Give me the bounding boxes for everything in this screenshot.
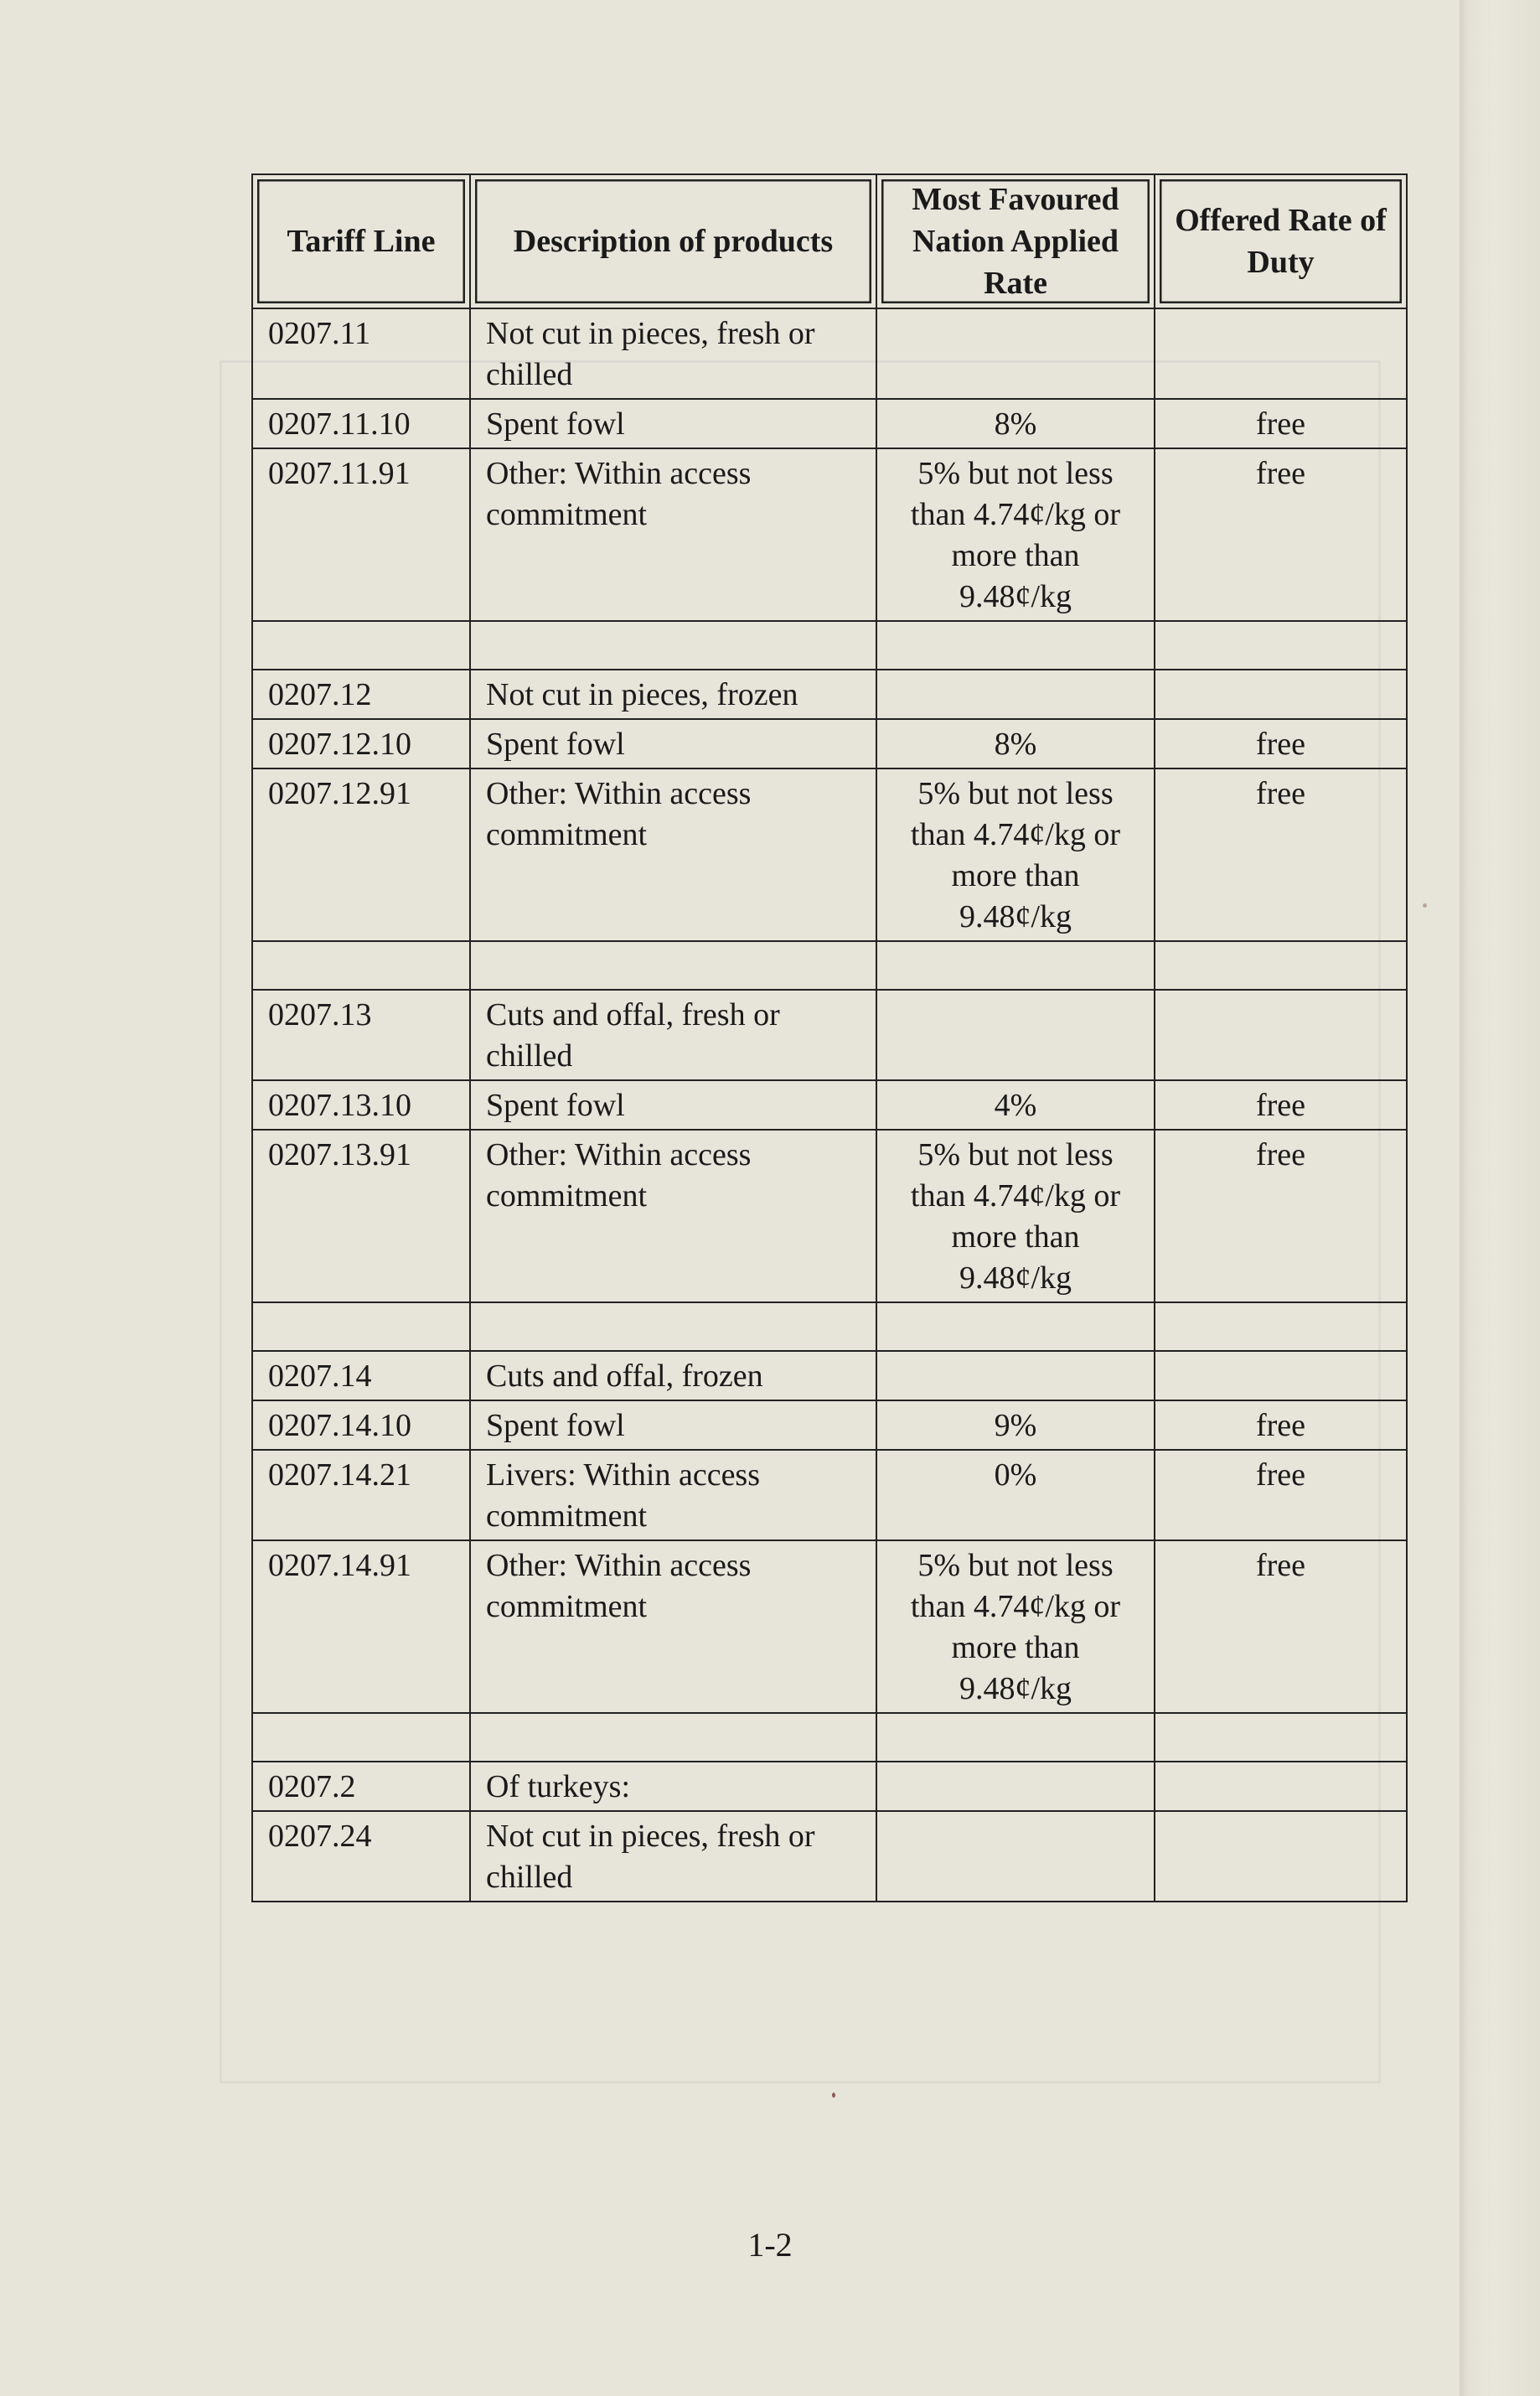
tariff-line-cell: 0207.13.10 — [252, 1080, 470, 1130]
offered-rate-cell: free — [1155, 1080, 1407, 1130]
offered-rate-cell: free — [1155, 719, 1407, 768]
offered-rate-cell: free — [1155, 399, 1407, 448]
description-cell: Other: Within access commitment — [470, 768, 876, 941]
offered-rate-cell: free — [1155, 448, 1407, 621]
tariff-line-cell — [252, 941, 470, 990]
description-cell: Cuts and offal, fresh or chilled — [470, 990, 876, 1080]
tariff-line-cell — [252, 621, 470, 670]
tariff-table — [251, 173, 1408, 1902]
mfn-rate-cell — [876, 621, 1155, 670]
description-cell: Cuts and offal, frozen — [470, 1351, 876, 1400]
tariff-line-cell: 0207.12 — [252, 670, 470, 719]
table-row — [252, 1811, 1407, 1902]
mfn-rate-cell — [876, 670, 1155, 719]
offered-rate-cell — [1155, 1302, 1407, 1351]
table-row — [252, 990, 1407, 1080]
mfn-rate-cell: 4% — [876, 1080, 1155, 1130]
offered-rate-cell — [1155, 990, 1407, 1080]
table-row — [252, 1713, 1407, 1762]
offered-rate-cell: free — [1155, 1400, 1407, 1450]
offered-rate-cell — [1155, 941, 1407, 990]
description-cell — [470, 1302, 876, 1351]
tariff-line-cell: 0207.14 — [252, 1351, 470, 1400]
tariff-line-cell — [252, 1302, 470, 1351]
table-row — [252, 719, 1407, 768]
table-row — [252, 1540, 1407, 1713]
mfn-rate-cell — [876, 1351, 1155, 1400]
offered-rate-cell: free — [1155, 768, 1407, 941]
offered-rate-cell — [1155, 308, 1407, 399]
mfn-rate-cell — [876, 308, 1155, 399]
tariff-line-cell: 0207.12.10 — [252, 719, 470, 768]
description-cell: Spent fowl — [470, 1080, 876, 1130]
tariff-line-cell: 0207.11.10 — [252, 399, 470, 448]
offered-rate-cell: free — [1155, 1540, 1407, 1713]
tariff-line-cell: 0207.13 — [252, 990, 470, 1080]
paper-speck — [1423, 903, 1427, 908]
mfn-rate-cell: 8% — [876, 719, 1155, 768]
mfn-rate-cell — [876, 1762, 1155, 1811]
description-cell: Not cut in pieces, frozen — [470, 670, 876, 719]
tariff-line-cell: 0207.11 — [252, 308, 470, 399]
table-row — [252, 1130, 1407, 1302]
mfn-rate-cell: 9% — [876, 1400, 1155, 1450]
tariff-line-cell: 0207.12.91 — [252, 768, 470, 941]
page-edge-shadow — [1460, 0, 1540, 2396]
offered-rate-cell — [1155, 1351, 1407, 1400]
offered-rate-cell — [1155, 1811, 1407, 1902]
tariff-line-cell: 0207.2 — [252, 1762, 470, 1811]
header-description: Description of products — [470, 174, 876, 308]
mfn-rate-cell: 5% but not less than 4.74¢/kg or more than 9.48¢/kg — [876, 1540, 1155, 1713]
description-cell: Of turkeys: — [470, 1762, 876, 1811]
table-row — [252, 1302, 1407, 1351]
table-row — [252, 768, 1407, 941]
offered-rate-cell: free — [1155, 1450, 1407, 1540]
tariff-line-cell — [252, 1713, 470, 1762]
table-row — [252, 1400, 1407, 1450]
description-cell: Livers: Within access commitment — [470, 1450, 876, 1540]
table-row — [252, 941, 1407, 990]
table-row — [252, 308, 1407, 399]
paper-speck — [832, 2093, 835, 2098]
table-row — [252, 1762, 1407, 1811]
offered-rate-cell — [1155, 1713, 1407, 1762]
table-row — [252, 1450, 1407, 1540]
header-offered-rate: Offered Rate of Duty — [1155, 174, 1407, 308]
description-cell: Spent fowl — [470, 719, 876, 768]
description-cell: Spent fowl — [470, 1400, 876, 1450]
offered-rate-cell — [1155, 670, 1407, 719]
tariff-line-cell: 0207.14.10 — [252, 1400, 470, 1450]
mfn-rate-cell — [876, 990, 1155, 1080]
tariff-line-cell: 0207.24 — [252, 1811, 470, 1902]
table-row — [252, 399, 1407, 448]
description-cell: Other: Within access commitment — [470, 1130, 876, 1302]
tariff-line-cell: 0207.14.91 — [252, 1540, 470, 1713]
table-row — [252, 1080, 1407, 1130]
table-body — [252, 308, 1407, 1902]
header-tariff-line: Tariff Line — [252, 174, 470, 308]
description-cell — [470, 1713, 876, 1762]
table-row — [252, 670, 1407, 719]
description-cell: Other: Within access commitment — [470, 1540, 876, 1713]
offered-rate-cell — [1155, 1762, 1407, 1811]
tariff-line-cell: 0207.14.21 — [252, 1450, 470, 1540]
mfn-rate-cell: 0% — [876, 1450, 1155, 1540]
page-number: 1-2 — [747, 2226, 793, 2264]
tariff-line-cell: 0207.11.91 — [252, 448, 470, 621]
description-cell: Not cut in pieces, fresh or chilled — [470, 1811, 876, 1902]
mfn-rate-cell — [876, 941, 1155, 990]
mfn-rate-cell: 5% but not less than 4.74¢/kg or more than 9.48¢/kg — [876, 448, 1155, 621]
mfn-rate-cell: 5% but not less than 4.74¢/kg or more than 9.48¢/kg — [876, 768, 1155, 941]
table-row — [252, 621, 1407, 670]
header-mfn-rate: Most Favoured Nation Applied Rate — [876, 174, 1155, 308]
mfn-rate-cell — [876, 1713, 1155, 1762]
offered-rate-cell — [1155, 621, 1407, 670]
tariff-line-cell: 0207.13.91 — [252, 1130, 470, 1302]
description-cell: Spent fowl — [470, 399, 876, 448]
description-cell — [470, 941, 876, 990]
mfn-rate-cell — [876, 1302, 1155, 1351]
mfn-rate-cell — [876, 1811, 1155, 1902]
table-row — [252, 1351, 1407, 1400]
mfn-rate-cell: 8% — [876, 399, 1155, 448]
offered-rate-cell: free — [1155, 1130, 1407, 1302]
description-cell: Other: Within access commitment — [470, 448, 876, 621]
description-cell: Not cut in pieces, fresh or chilled — [470, 308, 876, 399]
description-cell — [470, 621, 876, 670]
table-header-row — [252, 174, 1407, 308]
table-row — [252, 448, 1407, 621]
mfn-rate-cell: 5% but not less than 4.74¢/kg or more than 9.48¢/kg — [876, 1130, 1155, 1302]
